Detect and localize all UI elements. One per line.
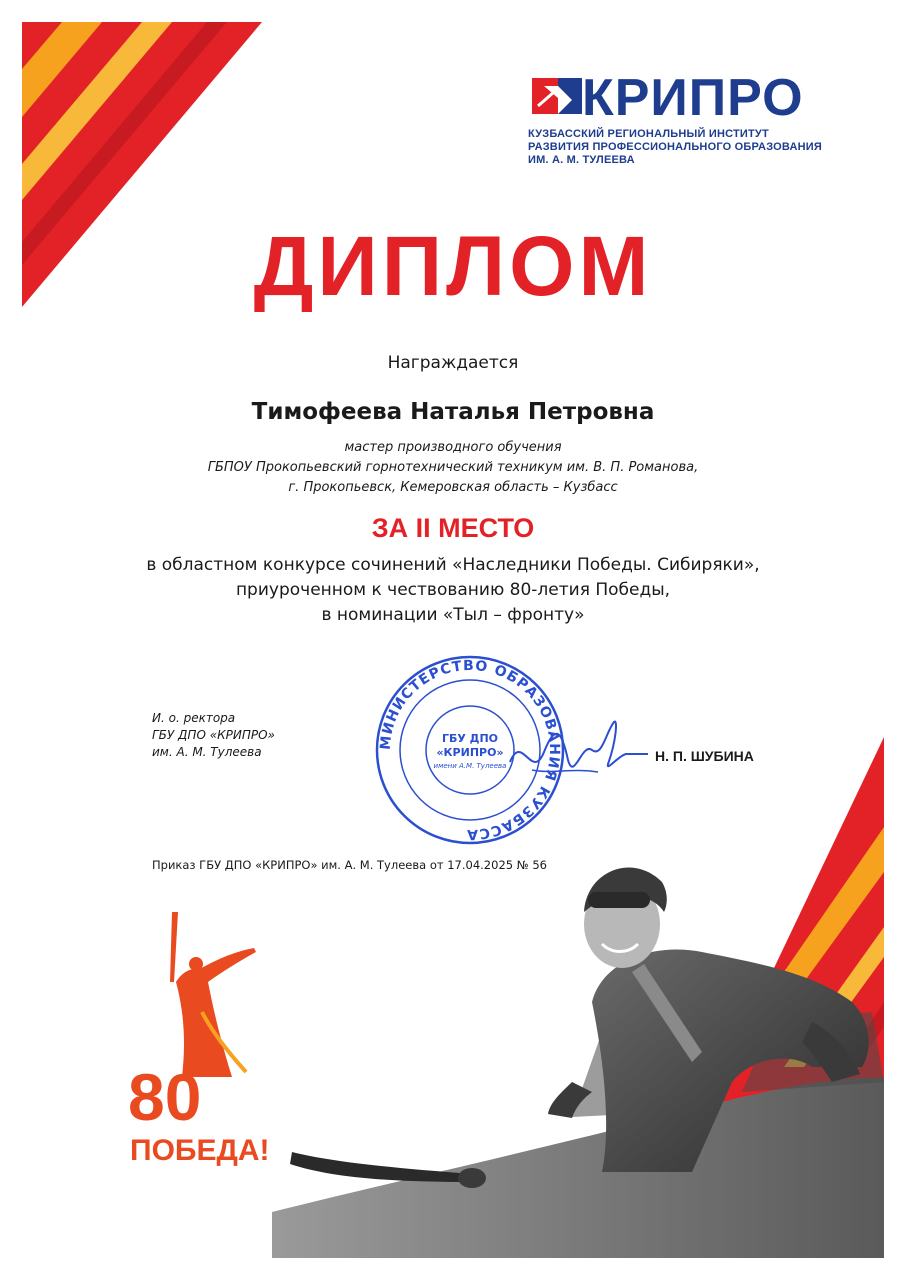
contest-line-1: в областном конкурсе сочинений «Наследники Победы. Сибиряки», [146,555,760,575]
contest-line-3: в номинации «Тыл – фронту» [321,605,585,625]
signer-position-line-1: И. о. ректора [152,711,236,725]
signer-name: Н. П. ШУБИНА [655,748,754,764]
signature-scribble [502,712,652,792]
institute-line-2: РАЗВИТИЯ ПРОФЕССИОНАЛЬНОГО ОБРАЗОВАНИЯ [528,141,822,153]
order-reference: Приказ ГБУ ДПО «КРИПРО» им. А. М. Тулеева от 17.04.2025 № 56 [152,858,547,872]
signer-position-line-3: им. А. М. Тулеева [152,745,262,759]
awarded-label: Награждается [387,353,519,373]
stamp-center-line-3: имени А.М. Тулеева [433,762,507,770]
emblem-number: 80 [128,1060,202,1134]
diploma-sheet [22,22,884,1258]
diploma-title: ДИПЛОМ [253,219,653,313]
recipient-position: мастер производного обучения [344,440,562,455]
stamp-center-line-1: ГБУ ДПО [441,732,499,745]
krirpo-logo-mark-icon [528,72,586,120]
stamp-outer-text: МИНИСТЕРСТВО ОБРАЗОВАНИЯ КУЗБАССА [377,657,563,843]
place-heading: ЗА II МЕСТО [371,513,535,543]
stamp-center-line-2: «КРИПРО» [436,746,504,759]
recipient-name: Тимофеева Наталья Петровна [251,399,655,425]
logo-name: КРИПРО [582,69,804,127]
signer-position-line-2: ГБУ ДПО «КРИПРО» [152,728,275,742]
recipient-organization: ГБПОУ Прокопьевский горнотехнический техникум им. В. П. Романова, [207,460,699,475]
institute-line-3: ИМ. А. М. ТУЛЕЕВА [528,154,635,166]
pilot-photo [272,852,884,1258]
emblem-word: ПОБЕДА! [130,1134,270,1167]
motherland-statue-icon [142,912,262,1082]
contest-line-2: приуроченном к чествованию 80-летия Победы, [235,580,671,600]
recipient-location: г. Прокопьевск, Кемеровская область – Кузбасс [288,480,618,495]
institute-line-1: КУЗБАССКИЙ РЕГИОНАЛЬНЫЙ ИНСТИТУТ [528,128,769,140]
